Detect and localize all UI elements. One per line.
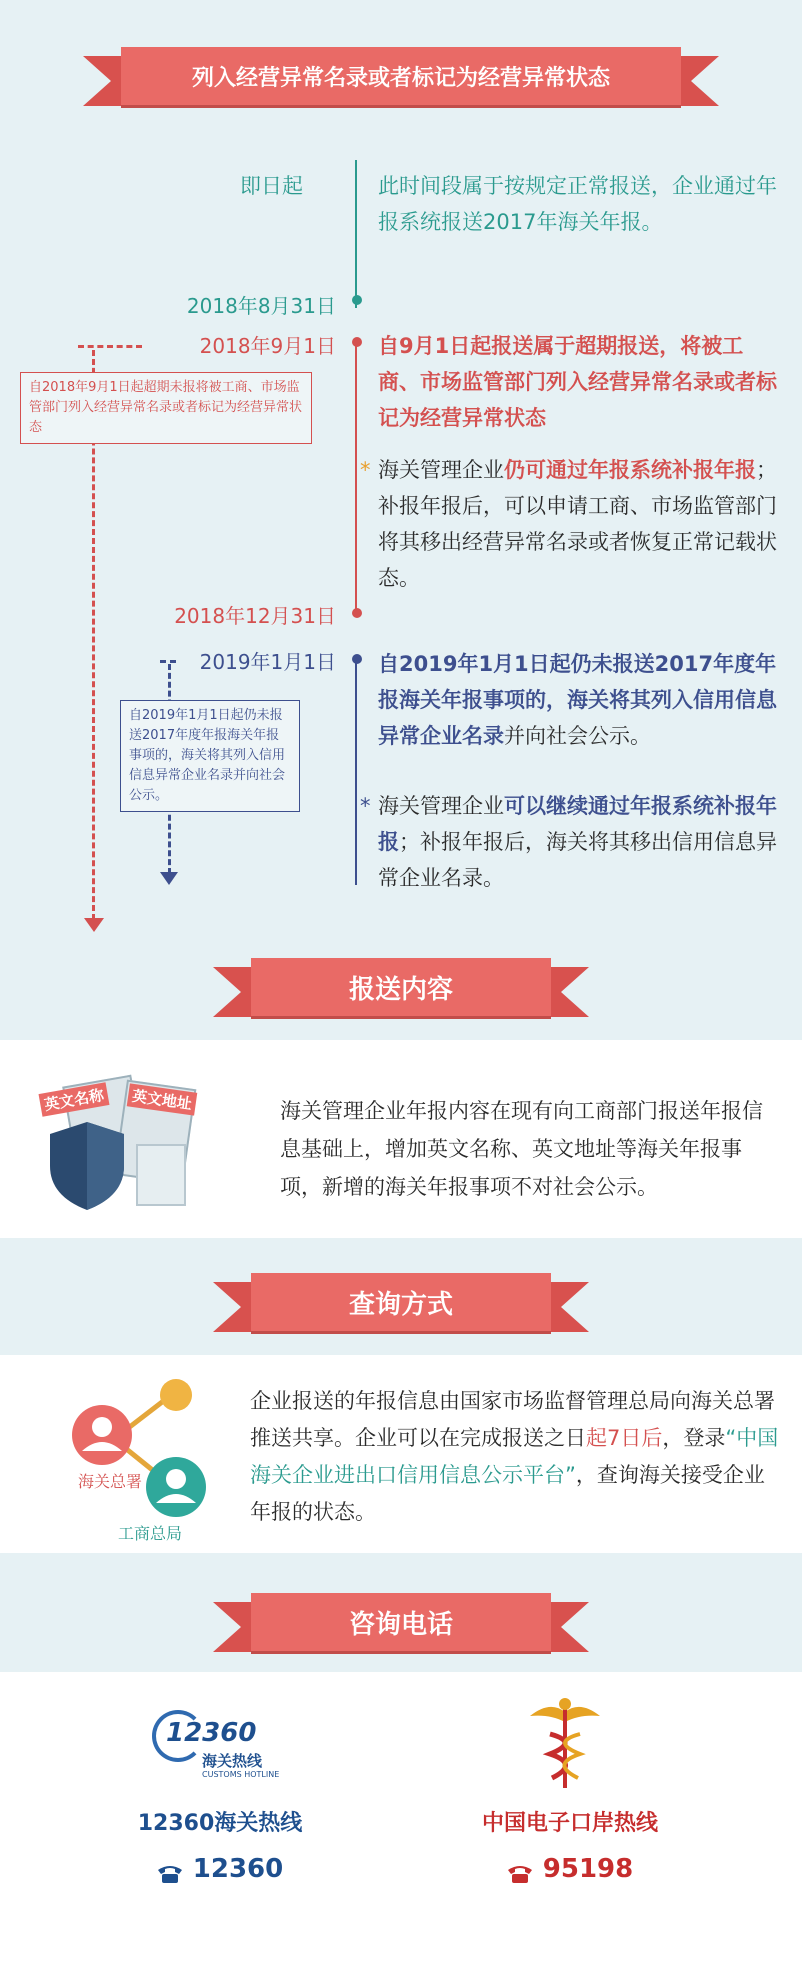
note2: 海关管理企业可以继续通过年报系统补报年报；补报年报后，海关将其移出信用信息异常企业名录。 [378, 794, 777, 890]
shield-icon [46, 1120, 128, 1212]
date-0901: 2018年9月1日 [199, 334, 336, 358]
timeline-dot-0901 [352, 337, 362, 347]
timeline-red-line [355, 340, 357, 612]
hotline2-number[interactable]: 95198 [542, 1854, 634, 1884]
date-20190101: 2019年1月1日 [199, 650, 336, 674]
date-1231: 2018年12月31日 [174, 604, 336, 628]
timeline-dot-20190101 [352, 654, 362, 664]
share-illustration [36, 1369, 236, 1545]
section4-ribbon [251, 1590, 551, 1654]
book-icon [136, 1144, 186, 1206]
logo1-number: 12360 [166, 1718, 257, 1748]
tag-english-name: 英文名称 [39, 1082, 110, 1116]
timeline-dot-1231 [352, 608, 362, 618]
hotline1-number[interactable]: 12360 [192, 1854, 284, 1884]
section1-ribbon [121, 44, 681, 108]
logo1-cn: 海关热线 [202, 1752, 263, 1770]
tag-english-address: 英文地址 [127, 1083, 198, 1115]
box-2019: 自2019年1月1日起仍未报送2017年度年报海关年报事项的，海关将其列入信用信息异常企业名录并向社会公示。 [120, 700, 300, 812]
red-arrow-icon [84, 918, 104, 932]
section3-title: 查询方式 [251, 1273, 551, 1331]
section2-card [0, 1040, 802, 1238]
hotline1-row [100, 1854, 340, 1884]
timeline-teal-line [355, 160, 357, 308]
hotline2-name: 中国电子口岸热线 [481, 1811, 658, 1836]
hotline1-name: 12360海关热线 [137, 1811, 303, 1836]
logo-12360 [150, 1700, 290, 1790]
phone-icon [157, 1861, 183, 1879]
section1-title: 列入经营异常名录或者标记为经营异常状态 [121, 47, 681, 105]
timeline-navy-line [355, 660, 357, 885]
box-0901: 自2018年9月1日起超期未报将被工商、市场监管部门列入经营异常名录或者标记为经营异常状态 [20, 372, 312, 444]
text-0901: 自9月1日起报送属于超期报送，将被工商、市场监管部门列入经营异常名录或者标记为经营异常状态 [378, 334, 777, 430]
date-0831: 2018年8月31日 [186, 294, 336, 318]
phone-icon-2 [507, 1861, 533, 1879]
asterisk-icon-2: * [360, 794, 371, 818]
section2-title: 报送内容 [251, 958, 551, 1016]
network-icon [36, 1369, 236, 1545]
hotline2-row [450, 1854, 690, 1884]
note1: 海关管理企业仍可通过年报系统补报年报；补报年报后，可以申请工商、市场监管部门将其移出经营异常名录或者恢复正常记载状态。 [378, 458, 777, 590]
text-2019: 自2019年1月1日起仍未报送2017年度年报海关年报事项的，海关将其列入信用信息异常企业名录并向社会公示。 [378, 652, 777, 748]
section4-title: 咨询电话 [251, 1593, 551, 1651]
section3-ribbon [251, 1270, 551, 1334]
label-customs: 海关总署 [78, 1472, 143, 1491]
timeline-dot-0831 [352, 295, 362, 305]
asterisk-icon: * [360, 458, 371, 482]
immediately-label: 即日起 [240, 174, 303, 198]
dash-2019 [160, 660, 176, 663]
caduceus-icon [520, 1694, 610, 1794]
immediately-text: 此时间段属于按规定正常报送，企业通过年报系统报送2017年海关年报。 [378, 174, 777, 234]
section3-card [0, 1355, 802, 1553]
dash-0901 [78, 345, 142, 348]
section3-text: 企业报送的年报信息由国家市场监督管理总局向海关总署推送共享。企业可以在完成报送之日起7日后，登录“中国海关企业进出口信用信息公示平台”，查询海关接受企业年报的状态。 [250, 1389, 779, 1524]
section2-ribbon [251, 955, 551, 1019]
document-shield-illustration [40, 1080, 200, 1210]
section4-card [0, 1672, 802, 1962]
navy-arrow-icon [160, 872, 178, 885]
label-saic: 工商总局 [118, 1524, 183, 1543]
logo-eport [520, 1694, 610, 1794]
logo1-en: CUSTOMS HOTLINE [202, 1770, 280, 1779]
section2-text: 海关管理企业年报内容在现有向工商部门报送年报信息基础上，增加英文名称、英文地址等海关年报事项，新增的海关年报事项不对社会公示。 [280, 1099, 763, 1199]
